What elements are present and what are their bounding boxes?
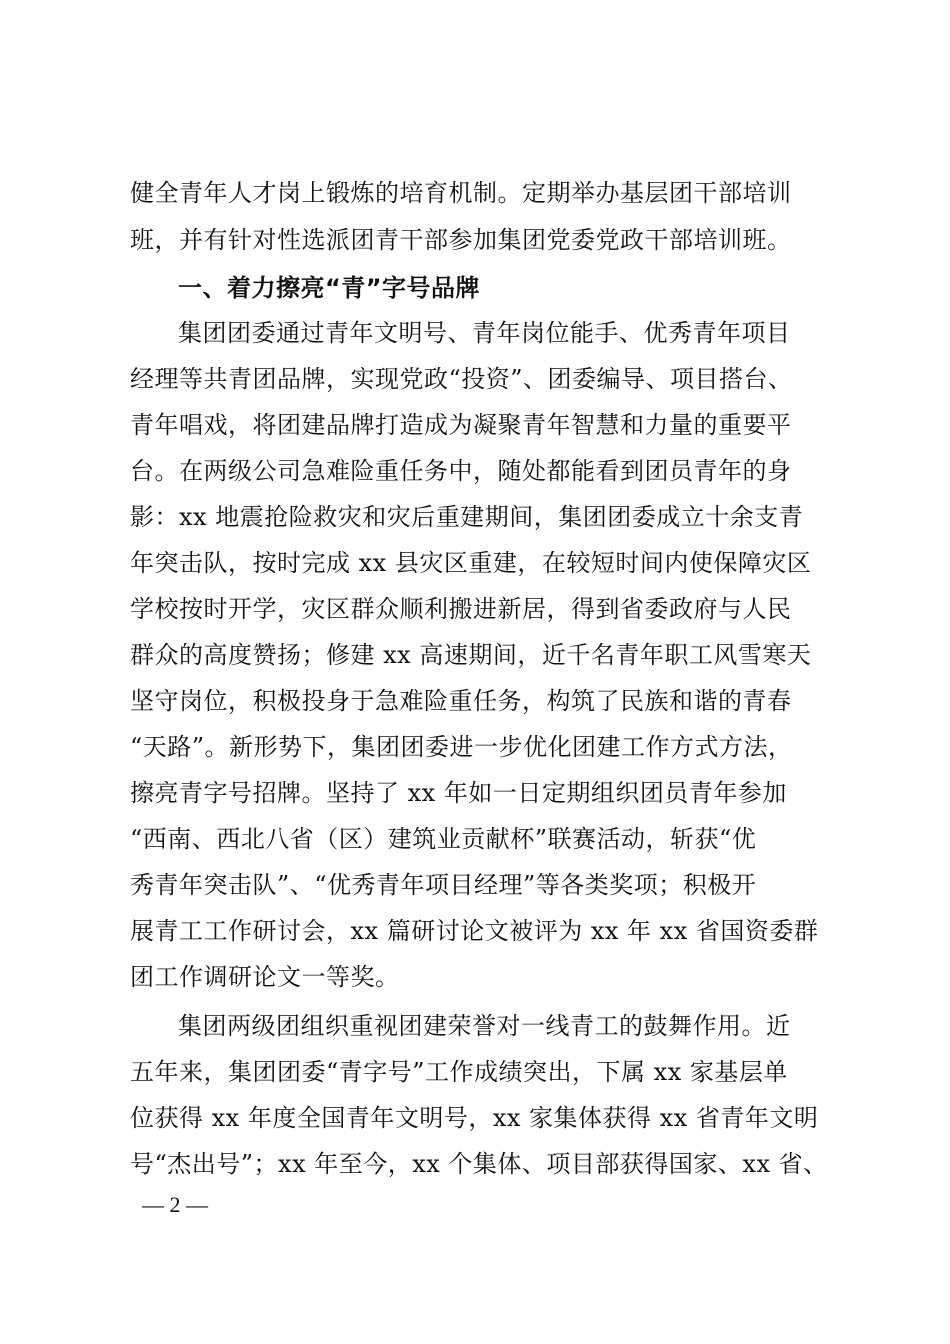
paragraph-line: 位获得 xx 年度全国青年文明号，xx 家集体获得 xx 省青年文明 xyxy=(130,1104,819,1132)
page-number: — 2 — xyxy=(142,1192,208,1217)
paragraph-line: 五年来，集团团委“青字号”工作成绩突出，下属 xx 家基层单 xyxy=(130,1058,788,1086)
paragraph-line: 秀青年突击队”、“优秀青年项目经理”等各类奖项；积极开 xyxy=(130,871,757,899)
paragraph-line: 学校按时开学，灾区群众顺利搬进新居，得到省委政府与人民 xyxy=(130,595,792,623)
paragraph-line: 群众的高度赞扬；修建 xx 高速期间，近千名青年职工风雪寒天 xyxy=(130,641,812,669)
paragraph-line: 班，并有针对性选派团青干部参加集团党委党政干部培训班。 xyxy=(130,226,792,254)
paragraph-line: 经理等共青团品牌，实现党政“投资”、团委编导、项目搭台、 xyxy=(130,365,793,393)
paragraph-line: 集团两级团组织重视团建荣誉对一线青工的鼓舞作用。近 xyxy=(178,1012,791,1040)
paragraph-line: 健全青年人才岗上锻炼的培育机制。定期举办基层团干部培训 xyxy=(130,179,792,207)
paragraph-line: 青年唱戏，将团建品牌打造成为凝聚青年智慧和力量的重要平 xyxy=(130,411,792,439)
paragraph-line: “天路”。新形势下，集团团委进一步优化团建工作方式方法， xyxy=(130,733,793,761)
paragraph-line: “西南、西北八省（区）建筑业贡献杯”联赛活动，斩获“优 xyxy=(130,825,757,853)
paragraph-line: 坚守岗位，积极投身于急难险重任务，构筑了民族和谐的青春 xyxy=(130,687,792,715)
paragraph-line: 号“杰出号”；xx 年至今，xx 个集体、项目部获得国家、xx 省、 xyxy=(130,1150,828,1178)
paragraph-line: 台。在两级公司急难险重任务中，随处都能看到团员青年的身 xyxy=(130,457,792,485)
section-heading: 一、着力擦亮“青”字号品牌 xyxy=(178,274,481,302)
paragraph-line: 影：xx 地震抢险救灾和灾后重建期间，集团团委成立十余支青 xyxy=(130,503,804,531)
paragraph-line: 集团团委通过青年文明号、青年岗位能手、优秀青年项目 xyxy=(178,319,791,347)
paragraph-line: 擦亮青字号招牌。坚持了 xx 年如一日定期组织团员青年参加 xyxy=(130,779,787,807)
paragraph-line: 展青工工作研讨会，xx 篇研讨论文被评为 xx 年 xx 省国资委群 xyxy=(130,917,819,945)
paragraph-line: 团工作调研论文一等奖。 xyxy=(130,963,400,991)
paragraph-line: 年突击队，按时完成 xx 县灾区重建，在较短时间内使保障灾区 xyxy=(130,549,812,577)
